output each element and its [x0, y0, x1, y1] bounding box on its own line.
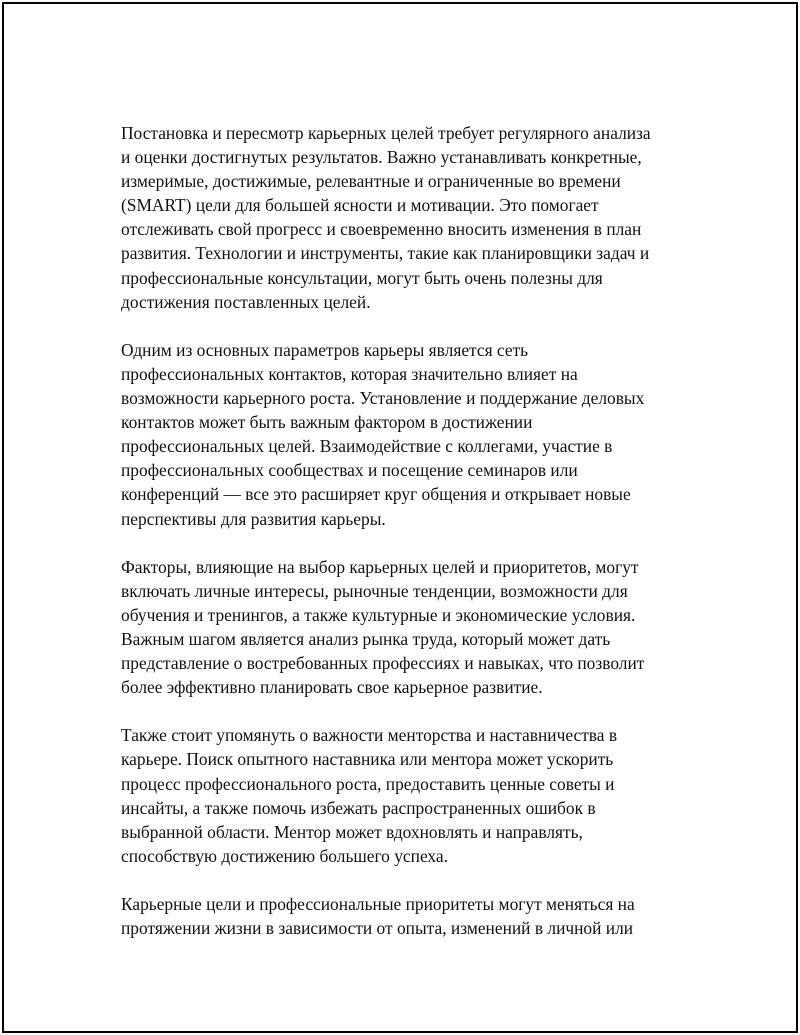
- text-line: и оценки достигнутых результатов. Важно устанавливать конкретные,: [121, 147, 642, 168]
- text-line: отслеживать свой прогресс и своевременно вносить изменения в план: [121, 219, 642, 240]
- text-line: включать личные интересы, рыночные тенденции, возможности для: [121, 580, 628, 601]
- text-line: профессиональных сообществах и посещение семинаров или: [121, 460, 578, 481]
- text-line: перспективы для развития карьеры.: [121, 508, 386, 529]
- text-line: возможности карьерного роста. Установление и поддержание деловых: [121, 388, 645, 409]
- text-line: Также стоит упомянуть о важности менторства и наставничества в: [121, 725, 618, 746]
- text-line: более эффективно планировать свое карьерное развитие.: [121, 677, 543, 698]
- text-line: профессиональные консультации, могут быть очень полезны для: [121, 267, 603, 288]
- text-line: достижения поставленных целей.: [121, 291, 371, 312]
- paragraph-career-goals: [121, 121, 721, 314]
- text-line: представление о востребованных профессиях и навыках, что позволит: [121, 653, 645, 674]
- text-line: инсайты, а также помочь избежать распространенных ошибок в: [121, 797, 596, 818]
- text-line: Факторы, влияющие на выбор карьерных целей и приоритетов, могут: [121, 556, 639, 577]
- page-frame: [2, 2, 798, 1033]
- paragraph-influencing-factors: [121, 555, 721, 700]
- text-line: обучения и тренингов, а также культурные и экономические условия.: [121, 604, 636, 625]
- text-line: профессиональных контактов, которая значительно влияет на: [121, 363, 578, 384]
- text-line: протяжении жизни в зависимости от опыта, изменений в личной или: [121, 918, 634, 939]
- paragraph-mentorship: [121, 723, 721, 868]
- text-line: контактов может быть важным фактором в достижении: [121, 412, 533, 433]
- text-line: Одним из основных параметров карьеры является сеть: [121, 339, 529, 360]
- text-line: развития. Технологии и инструменты, такие как планировщики задач и: [121, 243, 650, 264]
- text-line: Постановка и пересмотр карьерных целей требует регулярного анализа: [121, 123, 651, 143]
- text-line: измеримые, достижимые, релевантные и ограниченные во времени: [121, 171, 621, 192]
- document-body: [121, 121, 721, 964]
- text-line: Важным шагом является анализ рынка труда, который может дать: [121, 628, 611, 649]
- text-line: способствую достижению большего успеха.: [121, 845, 448, 866]
- text-line: карьере. Поиск опытного наставника или ментора может ускорить: [121, 749, 614, 770]
- text-line: конференций — все это расширяет круг общения и открывает новые: [121, 484, 631, 505]
- text-line: (SMART) цели для большей ясности и мотивации. Это помогает: [121, 195, 599, 216]
- text-line: Карьерные цели и профессиональные приоритеты могут меняться на: [121, 894, 635, 914]
- paragraph-changing-priorities: [121, 892, 721, 940]
- text-line: процесс профессионального роста, предоставить ценные советы и: [121, 773, 615, 794]
- text-line: профессиональных целей. Взаимодействие с коллегами, участие в: [121, 436, 613, 457]
- text-line: выбранной области. Ментор может вдохновлять и направлять,: [121, 821, 583, 842]
- paragraph-professional-network: [121, 338, 721, 531]
